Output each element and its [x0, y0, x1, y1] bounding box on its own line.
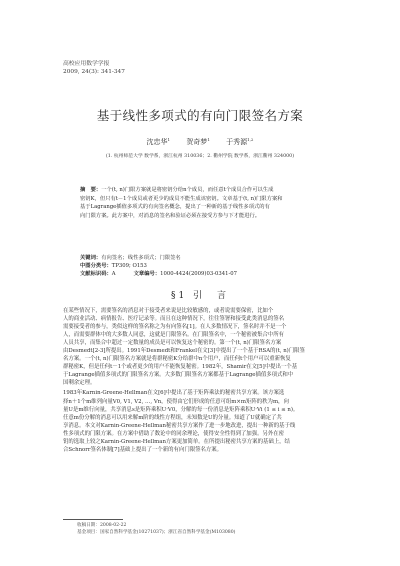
- body-line: 在某些情况下，需要签名的消息对于接受者来说是比较敏感的，或者说需要保密，比如个: [63, 308, 274, 314]
- paper-title: 基于线性多项式的有向门限签名方案: [96, 108, 304, 123]
- body-line: 国剩余定理。: [63, 380, 96, 387]
- abstract-text: 一个(t, n)门限方案就是将密钥分给n个成员，而任意t个成员合作可以生成: [101, 187, 274, 193]
- author-affil-mark: 1: [167, 137, 171, 142]
- author-list: [0, 137, 400, 147]
- keywords-line: [80, 254, 326, 262]
- section-title: 引 言: [193, 291, 230, 301]
- footnotes: [63, 522, 343, 536]
- clc-line: [80, 262, 326, 270]
- abstract-line: 密钥K，但只有t－1个成员或者更少的成员不能生成该密钥。文章基于(t, n)门限方案和: [80, 195, 283, 202]
- abstract-line: 基于Lagrange插值多项式的有向签名概念，提出了一种新的基于线性多项式的有: [80, 204, 270, 211]
- clc-value: TP309; O153: [111, 263, 147, 269]
- abstract: [80, 186, 326, 220]
- body-line: 钥的选取上较之Karnin-Greene-Hellman方案更加简单。在所提出秘密共享方案的基础上，结: [63, 438, 290, 445]
- footnote-divider: [63, 519, 123, 520]
- author-name: 贺奇梦: [186, 138, 208, 146]
- body-line: 于Lagrange插值多项式的门限签名方案。大多数门限签名方案都基于Lagrange插值多项式和中: [63, 372, 294, 379]
- author-affil-mark: 1,2: [247, 137, 254, 142]
- body-line: 群秘密K，但是任何t－1个或者更少的用户不能恢复秘密。1982年，Shamir在文[5]中提出一个基: [63, 364, 298, 371]
- abstract-label: 摘 要：: [80, 187, 102, 193]
- body-line: 任意m份分解的消息可以用来解m阶的线性方程组，未知数是U的分量。知道了U就确定了共: [63, 414, 282, 421]
- journal-issue: 2009, 24(3): 341-347: [63, 69, 125, 75]
- footnote-received: 收稿日期：2008-02-22: [77, 523, 127, 528]
- affiliation: (1. 杭州师范大学 数学系，浙江杭州 310036；2. 衢州学院 数学系，浙江衢州 324000): [105, 154, 295, 159]
- body-line: 由Desmedt[2-3]所提出。1991年Desmedt和Frankel在文[3]中提出了一个基于RSA的(t, n)门限签: [63, 348, 305, 355]
- article-metadata: [80, 254, 326, 278]
- keywords-label: 关键词：: [80, 255, 102, 261]
- journal-header: [63, 60, 263, 76]
- clc-label: 中图分类号：: [80, 263, 112, 269]
- body-line: 名方案。一个(t, n)门限签名方案就是将群秘密K分给群中n个用户，而任何t个用户可以重新恢复: [63, 356, 291, 363]
- author-affil-mark: 1: [207, 137, 210, 142]
- body-line: 量U是m维行向量，共享消息s是矩阵乘积U·V0，分解的每一份消息是矩阵乘积U·Vi (1 ≤ i ≤ n)。: [63, 406, 299, 413]
- body-line: 择n＋1个m维列向量V0, V1, V2, …, Vn，使得由它们形成的任意可组m×m矩阵的秩为m，向: [63, 398, 289, 405]
- body-line: 1983年Karnin-Greene-Hellman在文[6]中提出了基于矩阵乘法的秘密共享方案。该方案选: [63, 390, 285, 397]
- body-line: 合Schnorr签名体制[7]基础上提出了一个新的有向门限签名方案。: [63, 446, 223, 453]
- abstract-line: 向门限方案。此方案中，对消息的签名和验证必须在接受方参与下才能进行。: [80, 212, 261, 219]
- doc-code-value: A: [111, 271, 116, 277]
- section-number: §1: [170, 291, 188, 301]
- article-number-label: 文章编号：: [133, 271, 161, 277]
- body-line: 人的商业活动、病情报告、医疗记录等。而且在这种情况下，往往签署和接受此类消息的签名: [63, 316, 285, 323]
- doc-code-line: [80, 270, 326, 278]
- article-number-value: 1000-4424(2009)03-0341-07: [160, 271, 238, 277]
- footnote-fund: 基金项目：国家自然科学基金(10271037)；浙江省自然科学基金(M103080): [77, 530, 236, 535]
- journal-name: 高校应用数学学报: [63, 61, 110, 67]
- keywords-value: 有向签名；线性多项式；门限签名: [101, 255, 181, 261]
- body-line: 人员共享，而集合中超过一定数量的成员是可以恢复这个秘密的。第一个(t, n)门限签名方案: [63, 340, 282, 347]
- body-line: 享消息。本文对Karnin-Greene-Hellman秘密共享方案作了进一步地改进，提出一种新的基于线: [63, 422, 296, 429]
- body-line: 性多项式的门限方案。在方案中借助了数论中的同余理论，使得安全性得到了加强。另外在密: [63, 430, 285, 437]
- doc-code-label: 文献标识码：: [80, 271, 112, 277]
- author-name: 沈忠华: [146, 138, 168, 146]
- body-line: 人，而需要群体中的大多数人同意，这就是门限签名。在门限签名中，一个秘密被集合中所有: [63, 332, 285, 339]
- body-line: 需要接受者的参与，类似这样的签名称之为有向签名[1]。在人多数情况下，签名时并不是一个: [63, 324, 287, 331]
- abstract-line: [80, 186, 326, 195]
- author-name: 于秀源: [226, 138, 248, 146]
- section-heading: [0, 288, 400, 301]
- body-text: [63, 307, 343, 454]
